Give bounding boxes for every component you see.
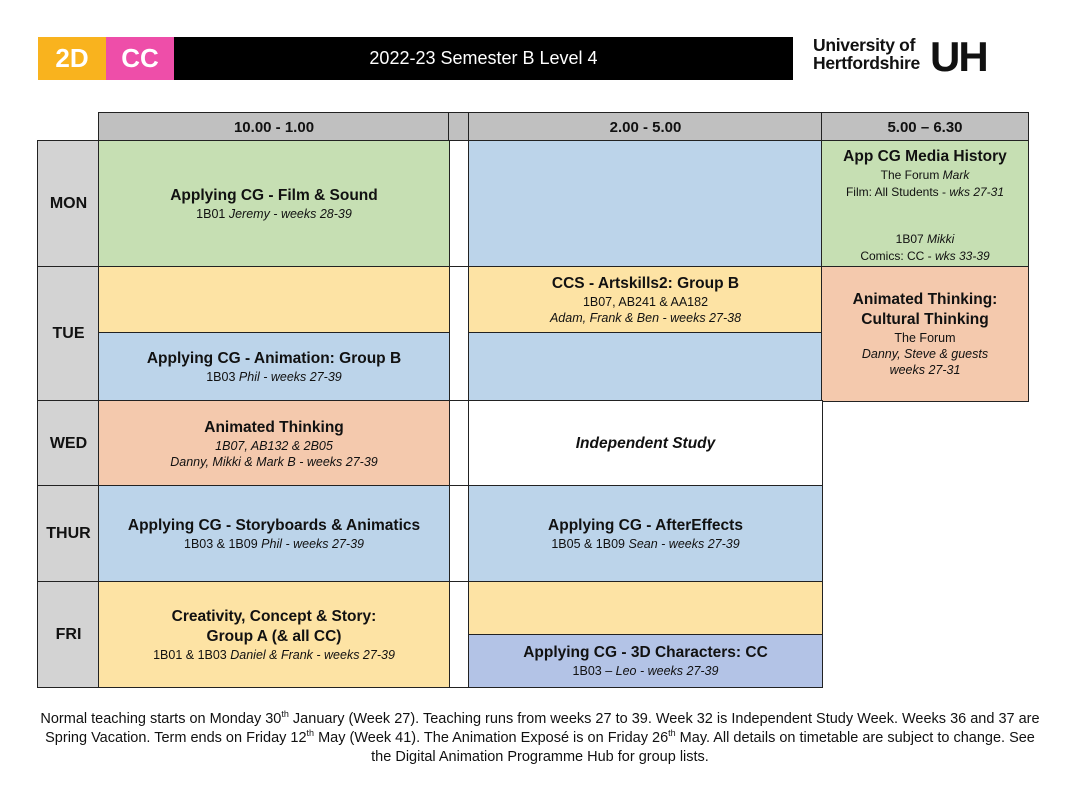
session-title-2: Cultural Thinking bbox=[861, 311, 989, 328]
session-tue-afternoon bbox=[468, 266, 823, 334]
session-mon-afternoon bbox=[468, 140, 823, 268]
column-header-morning: 10.00 - 1.00 bbox=[98, 112, 450, 142]
session-title: Applying CG - Animation: Group B bbox=[146, 350, 402, 367]
column-header-spacer bbox=[448, 112, 470, 142]
day-mon: MON bbox=[37, 140, 100, 268]
session-rooms: 1B07, AB241 & AA182 bbox=[582, 295, 709, 309]
session-title: Applying CG - Film & Sound bbox=[170, 187, 378, 204]
session-tue-evening bbox=[821, 266, 1029, 402]
column-header-afternoon: 2.00 - 5.00 bbox=[468, 112, 823, 142]
session-title: Applying CG - AfterEffects bbox=[548, 517, 743, 534]
session-rooms: 1B07, AB132 & 2B05 bbox=[215, 438, 333, 453]
day-fri: FRI bbox=[37, 581, 100, 688]
session-room-1: The Forum Mark bbox=[880, 168, 970, 182]
gap-wed bbox=[448, 400, 470, 487]
column-header-evening: 5.00 – 6.30 bbox=[821, 112, 1029, 142]
session-title-1: Creativity, Concept & Story: bbox=[171, 607, 377, 625]
session-tue-morning-empty bbox=[98, 266, 450, 334]
gap-fri bbox=[448, 581, 470, 688]
session-room: The Forum bbox=[894, 331, 956, 345]
session-fri-afternoon bbox=[468, 634, 823, 688]
session-thur-afternoon bbox=[468, 485, 823, 583]
session-wed-afternoon bbox=[468, 400, 823, 487]
session-room-2: 1B07 Mikki bbox=[895, 232, 955, 246]
session-title: Applying CG - 3D Characters: CC bbox=[523, 644, 768, 661]
session-details: 1B01 Jeremy - weeks 28-39 bbox=[196, 207, 352, 221]
tag-2d: 2D bbox=[38, 37, 106, 80]
session-tue-morning bbox=[98, 332, 450, 402]
session-staff: Danny, Mikki & Mark B - weeks 27-39 bbox=[170, 454, 378, 469]
session-fri-morning bbox=[98, 581, 450, 688]
session-fri-afternoon-empty bbox=[468, 581, 823, 636]
session-note-2: Comics: CC - wks 33-39 bbox=[860, 248, 990, 263]
footer-note: Normal teaching starts on Monday 30th January (Week 27). Teaching runs from weeks 27 to 39. Week 32 is Independent Study Week. Weeks 36 and 37 are Spring Vacation. Term ends on Friday 12th May (Week 41). The Animation Exposé is on Friday 26th May. All details on timetable are subject to change. See the Digital Animation Programme Hub for group lists. bbox=[40, 709, 1040, 765]
session-title-1: Animated Thinking: bbox=[852, 291, 998, 308]
gap-tue bbox=[448, 266, 470, 402]
session-staff: Danny, Steve & guests bbox=[861, 347, 989, 361]
session-details: 1B03 Phil - weeks 27-39 bbox=[206, 370, 342, 384]
session-title-2: Group A (& all CC) bbox=[206, 627, 342, 645]
university-line-1: University of bbox=[813, 35, 916, 55]
day-thur: THUR bbox=[37, 485, 100, 583]
session-staff: Adam, Frank & Ben - weeks 27-38 bbox=[549, 311, 742, 325]
session-wed-morning bbox=[98, 400, 450, 487]
session-details: 1B03 – Leo - weeks 27-39 bbox=[572, 664, 719, 678]
session-title: CCS - Artskills2: Group B bbox=[551, 275, 740, 292]
session-mon-evening bbox=[821, 140, 1029, 268]
university-name bbox=[813, 36, 923, 76]
session-details: 1B03 & 1B09 Phil - weeks 27-39 bbox=[184, 537, 364, 551]
session-details: 1B05 & 1B09 Sean - weeks 27-39 bbox=[551, 537, 740, 551]
session-thur-morning bbox=[98, 485, 450, 583]
session-title: Applying CG - Storyboards & Animatics bbox=[127, 517, 421, 534]
session-mon-morning bbox=[98, 140, 450, 268]
page-title: 2022-23 Semester B Level 4 bbox=[174, 37, 793, 80]
session-weeks: weeks 27-31 bbox=[889, 363, 961, 377]
session-note-1: Film: All Students - wks 27-31 bbox=[845, 184, 1005, 199]
university-line-2: Hertfordshire bbox=[813, 53, 920, 73]
session-title: Independent Study bbox=[575, 434, 716, 452]
university-logo: UH bbox=[930, 33, 987, 80]
tag-cc: CC bbox=[106, 37, 174, 80]
session-details: 1B01 & 1B03 Daniel & Frank - weeks 27-39 bbox=[153, 647, 395, 662]
gap-thur bbox=[448, 485, 470, 583]
session-title: App CG Media History bbox=[843, 148, 1007, 165]
gap-mon bbox=[448, 140, 470, 268]
day-tue: TUE bbox=[37, 266, 100, 402]
day-wed: WED bbox=[37, 400, 100, 487]
session-tue-afternoon-empty bbox=[468, 332, 823, 402]
session-title: Animated Thinking bbox=[204, 418, 344, 436]
